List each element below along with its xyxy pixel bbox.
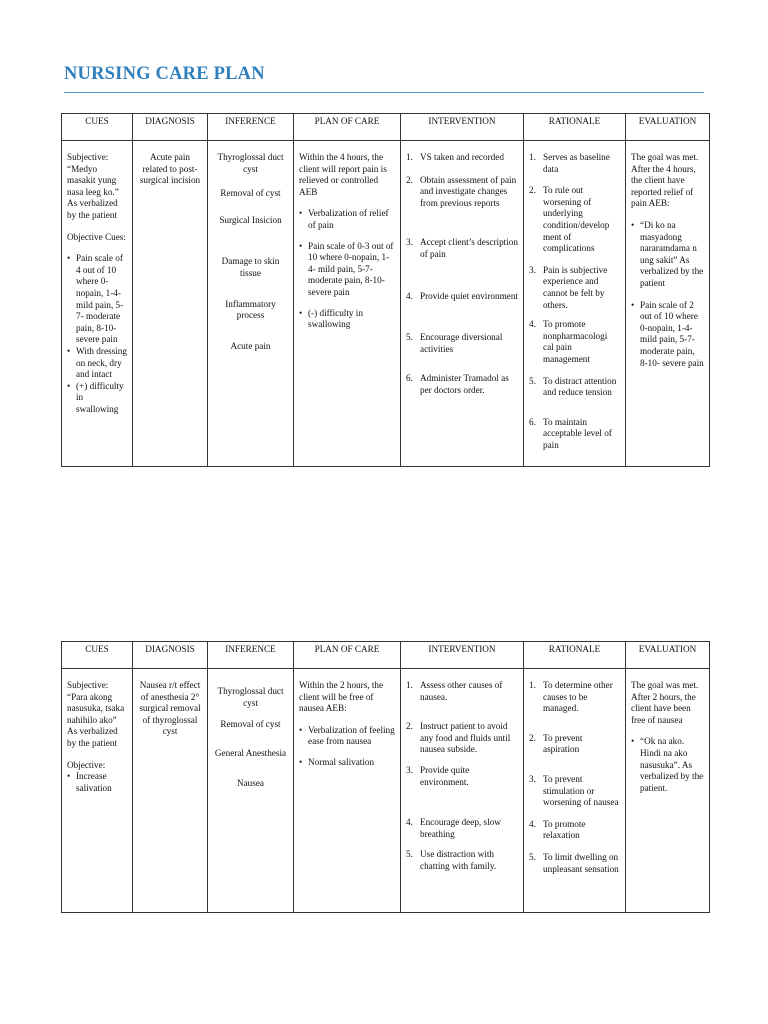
list-item: • Pain scale of 0-3 out of 10 where 0-nopain, 1-4- mild pain, 5-7- moderate pain, 8-10- severe pain [299, 241, 395, 299]
list-item [529, 852, 620, 875]
item-number: 1. [406, 680, 413, 690]
page-title: NURSING CARE PLAN [64, 64, 265, 84]
header-intervention: INTERVENTION [401, 642, 524, 669]
list-item [406, 175, 518, 210]
item-text: To prevent aspiration [543, 732, 583, 755]
subjective-cue: Subjective: “Medyo masakit yung nasa leeg ko.” As verbalized by the patient [67, 152, 119, 220]
item-text: Obtain assessment of pain and investigate changes from previous reports [420, 174, 517, 208]
header-rationale: RATIONALE [524, 642, 626, 669]
list-item [406, 721, 518, 756]
list-item [529, 417, 620, 452]
item-text: Administer Tramadol as per doctors order. [420, 373, 509, 395]
inference-item: General Anesthesia [214, 747, 287, 758]
list-item [406, 291, 518, 303]
item-number: 4. [529, 319, 536, 330]
list-item [529, 376, 620, 399]
list-item [529, 319, 620, 365]
inference-item: Nausea [236, 778, 265, 789]
rationale-list [529, 680, 620, 875]
item-text: Provide quite environment. [420, 764, 470, 787]
header-inference: INFERENCE [208, 642, 294, 669]
rationale-cell [524, 141, 626, 467]
item-text: To rule out worsening of underlying condition/develop ment of complications [543, 185, 610, 254]
table-row [62, 669, 710, 913]
cues-cell [62, 141, 133, 467]
header-evaluation: EVALUATION [626, 114, 710, 141]
list-item: • Normal salivation [299, 757, 395, 769]
item-text: Instruct patient to avoid any food and fluids until nausea subside. [420, 721, 511, 755]
inference-item: Surgical Insicion [219, 214, 282, 225]
inference-item: Removal of cyst [220, 719, 281, 730]
header-plan-of-care: PLAN OF CARE [294, 114, 401, 141]
intervention-cell [401, 141, 524, 467]
header-cues: CUES [62, 642, 133, 669]
item-number: 5. [406, 332, 413, 343]
item-text: Serves as baseline data [543, 152, 610, 174]
evaluation-list [631, 220, 704, 369]
item-number: 3. [406, 237, 413, 248]
intervention-list [406, 680, 518, 873]
item-text: To promote nonpharmacologi cal pain management [543, 319, 608, 364]
list-item: • Verbalization of relief of pain [299, 208, 395, 231]
diagnosis-cell: Nausea r/t effect of anesthesia 2° surgical removal of thyroglossal cyst [133, 669, 208, 913]
item-number: 2. [529, 732, 536, 743]
objective-cue-list [67, 253, 127, 415]
list-item [406, 680, 518, 703]
list-item: • (+) difficulty in swallowing [67, 381, 127, 416]
evaluation-summary: The goal was met. After 2 hours, the client have been free of nausea [631, 680, 699, 725]
item-number: 4. [529, 818, 536, 829]
objective-cue-list [67, 771, 127, 794]
evaluation-summary: The goal was met. After the 4 hours, the client have reported relief of pain AEB: [631, 152, 699, 209]
item-number: 2. [529, 185, 536, 196]
item-number: 6. [529, 416, 536, 427]
plan-of-care-cell [294, 141, 401, 467]
plan-criteria-list [299, 208, 395, 330]
item-number: 2. [406, 174, 413, 185]
list-item [406, 373, 518, 396]
header-intervention: INTERVENTION [401, 114, 524, 141]
list-item: • (-) difficulty in swallowing [299, 308, 395, 331]
intervention-list [406, 152, 518, 397]
evaluation-cell [626, 141, 710, 467]
item-text: Assess other causes of nausea. [420, 680, 503, 702]
item-text: To limit dwelling on unpleasant sensation [543, 851, 619, 874]
header-diagnosis: DIAGNOSIS [133, 114, 208, 141]
item-number: 1. [406, 152, 413, 162]
list-item [529, 152, 620, 175]
plan-goal: Within the 2 hours, the client will be free of nausea AEB: [299, 680, 384, 714]
list-item: • With dressing on neck, dry and intact [67, 346, 127, 381]
item-text: Provide quiet environment [420, 290, 518, 301]
inference-item: Damage to skin tissue [221, 256, 280, 278]
care-plan-table-nausea [61, 641, 710, 913]
list-item [529, 680, 620, 715]
item-number: 1. [529, 680, 536, 690]
evaluation-cell [626, 669, 710, 913]
item-text: To distract attention and reduce tension [543, 375, 617, 398]
item-number: 2. [406, 721, 413, 732]
rationale-list [529, 152, 620, 451]
list-item [529, 185, 620, 255]
inference-item: Acute pain [230, 340, 271, 351]
inference-item: Thyroglossal duct cyst [217, 686, 284, 708]
list-item: • Verbalization of feeling ease from nausea [299, 725, 395, 748]
item-number: 1. [529, 152, 536, 162]
list-item [406, 817, 518, 840]
inference-cell [208, 141, 294, 467]
item-number: 5. [406, 849, 413, 860]
rationale-cell [524, 669, 626, 913]
item-number: 4. [406, 290, 413, 301]
item-number: 5. [529, 851, 536, 862]
list-item [406, 237, 518, 260]
list-item: • “Di ko na masyadong nararamdama n ung sakit” As verbalized by the patient [631, 220, 704, 290]
table-row [62, 141, 710, 467]
header-diagnosis: DIAGNOSIS [133, 642, 208, 669]
item-text: Encourage deep, slow breathing [420, 817, 501, 839]
header-rationale: RATIONALE [524, 114, 626, 141]
objective-label: Objective: [67, 759, 106, 770]
list-item [529, 774, 620, 809]
list-item [529, 819, 620, 842]
list-item: • Increase salivation [67, 771, 127, 794]
inference-item: Removal of cyst [220, 188, 281, 199]
subjective-cue: Subjective: “Para akong nasusuka, tsaka nahihilo ako” As verbalized by the patient [67, 680, 125, 748]
item-number: 5. [529, 375, 536, 386]
item-text: To promote relaxation [543, 818, 586, 841]
inference-cell [208, 669, 294, 913]
item-text: To prevent stimulation or worsening of nausea [543, 773, 619, 808]
item-text: Use distraction with chatting with family. [420, 849, 497, 871]
item-number: 3. [406, 764, 413, 775]
item-number: 3. [529, 264, 536, 275]
item-text: To maintain acceptable level of pain [543, 416, 612, 450]
header-row [62, 114, 710, 141]
plan-of-care-cell [294, 669, 401, 913]
evaluation-list [631, 736, 704, 794]
header-plan-of-care: PLAN OF CARE [294, 642, 401, 669]
plan-goal: Within the 4 hours, the client will report pain is relieved or controlled AEB [299, 152, 387, 197]
header-row [62, 642, 710, 669]
intervention-cell [401, 669, 524, 913]
item-number: 4. [406, 817, 413, 828]
cues-cell [62, 669, 133, 913]
title-divider [64, 92, 704, 93]
inference-item: Inflammatory process [225, 298, 276, 321]
item-text: Accept client’s description of pain [420, 237, 518, 259]
item-text: Encourage diversional activities [420, 332, 503, 354]
list-item [406, 152, 518, 164]
header-cues: CUES [62, 114, 133, 141]
list-item [529, 733, 620, 756]
diagnosis-cell: Acute pain related to post-surgical incision [133, 141, 208, 467]
plan-criteria-list [299, 725, 395, 769]
list-item: • Pain scale of 4 out of 10 where 0-nopain, 1-4-mild pain, 5-7- moderate pain, 8-10-severe pain [67, 253, 127, 346]
item-text: Pain is subjective experience and cannot be felt by others. [543, 264, 608, 310]
item-text: VS taken and recorded [420, 152, 504, 162]
list-item: • Pain scale of 2 out of 10 where 0-nopain, 1-4-mild pain, 5-7-moderate pain, 8-10- severe pain [631, 300, 704, 370]
list-item [406, 849, 518, 872]
header-inference: INFERENCE [208, 114, 294, 141]
list-item [406, 765, 518, 788]
inference-item: Thyroglossal duct cyst [217, 152, 284, 174]
care-plan-table-acute-pain [61, 113, 710, 467]
objective-label: Objective Cues: [67, 231, 126, 242]
list-item [529, 265, 620, 311]
list-item: • “Ok na ako. Hindi na ako nasusuka”. As verbalized by the patient. [631, 736, 704, 794]
item-number: 6. [406, 373, 413, 384]
item-number: 3. [529, 773, 536, 784]
header-evaluation: EVALUATION [626, 642, 710, 669]
item-text: To determine other causes to be managed. [543, 680, 613, 714]
list-item [406, 332, 518, 355]
